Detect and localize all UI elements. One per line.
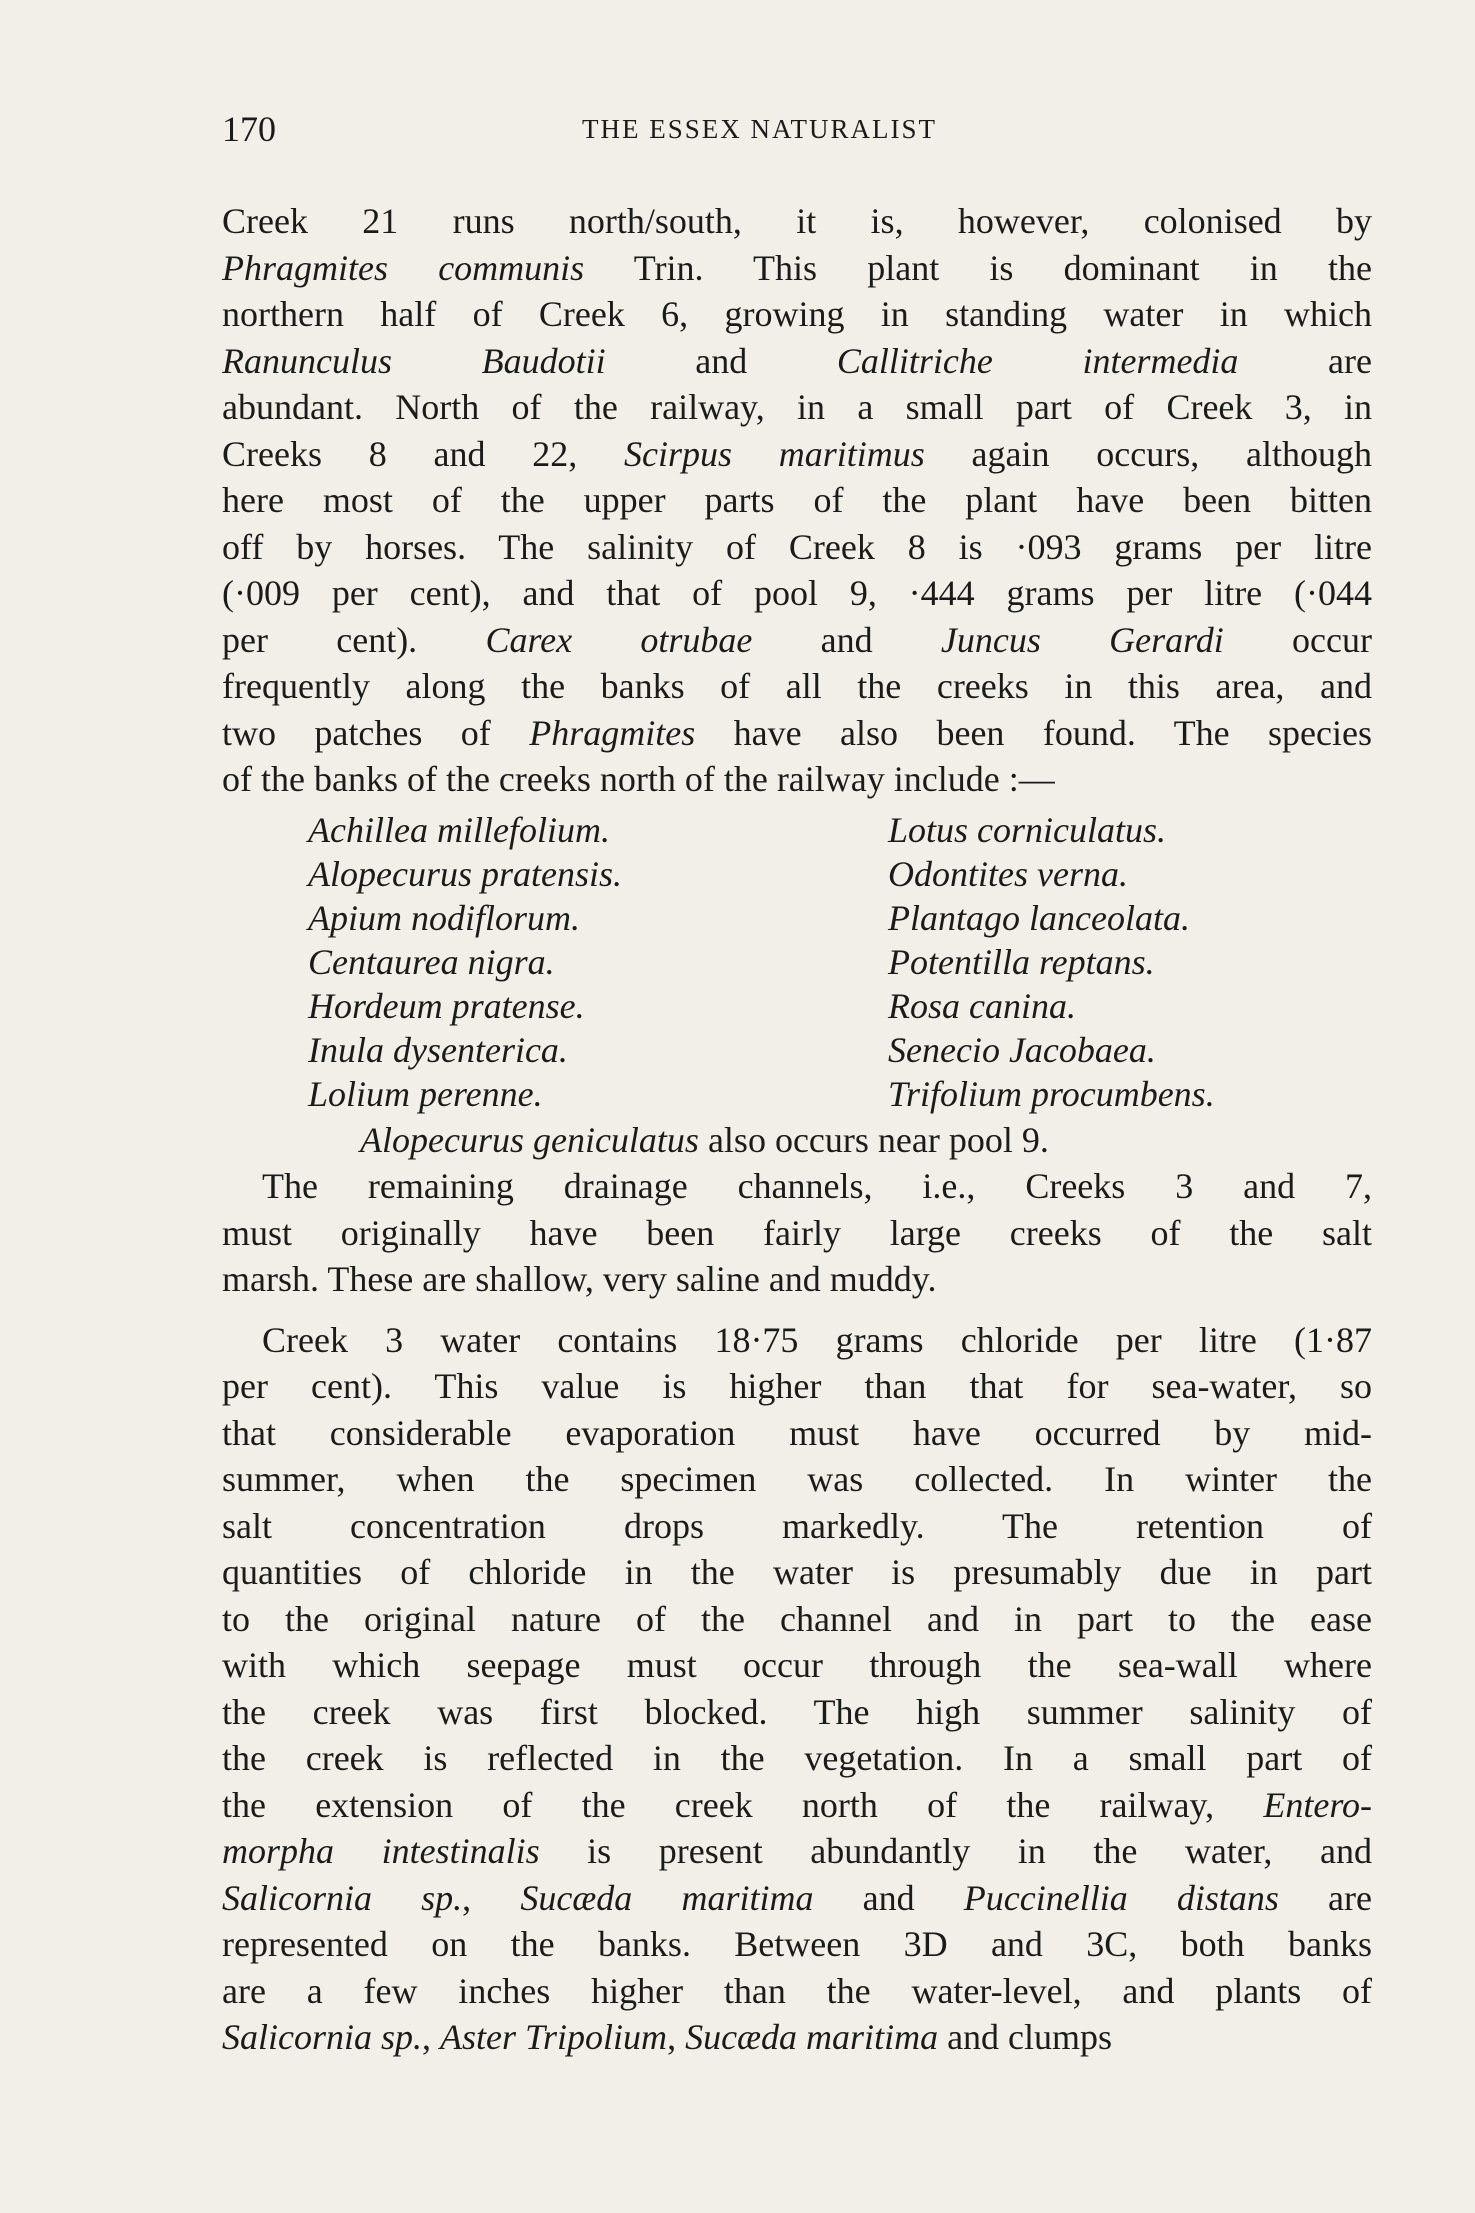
text-line — [222, 1828, 1372, 1875]
text-line — [222, 1782, 1372, 1829]
line-text: occur — [1223, 619, 1372, 660]
running-head — [222, 108, 1372, 148]
line-text: Creek 3 water contains 18·75 grams chloride per litre (1·87 — [262, 1319, 1372, 1360]
paragraph-gap — [222, 1303, 1372, 1317]
text-line — [222, 524, 1372, 571]
text-line — [222, 245, 1372, 292]
text-line — [222, 570, 1372, 617]
text-line — [222, 384, 1372, 431]
text-line — [222, 1410, 1372, 1457]
text-line — [222, 710, 1372, 757]
line-text: abundant. North of the railway, in a small part of Creek 3, in — [222, 387, 1372, 427]
text-line — [222, 617, 1372, 664]
line-text: , — [422, 2017, 441, 2057]
species-name: Aster Tripolium — [440, 2017, 668, 2057]
text-line — [222, 1735, 1372, 1782]
species-name: Phragmites — [529, 712, 696, 753]
line-text: of the banks of the creeks north of the railway include :— — [222, 759, 1055, 799]
line-text: are — [1238, 340, 1373, 381]
line-text: frequently along the banks of all the creeks in this area, and — [222, 666, 1372, 706]
line-text: Trin. This plant is dominant in the — [584, 247, 1372, 288]
line-text: Creeks 8 and 22, — [222, 433, 624, 474]
line-text: that considerable evaporation must have occurred by mid- — [222, 1412, 1372, 1453]
after-list-line — [222, 1117, 1372, 1164]
species-name: Callitriche intermedia — [836, 340, 1239, 381]
line-text: per cent). — [222, 619, 486, 660]
line-text: and — [813, 1877, 964, 1918]
species-name: Puccinellia distans — [963, 1877, 1279, 1918]
line-text: quantities of chloride in the water is presumably due in part — [222, 1552, 1372, 1592]
text-line — [222, 2014, 1372, 2061]
after-list-text: also occurs near pool 9. — [698, 1119, 1049, 1160]
species-name: Carex otrubae — [485, 619, 753, 660]
line-text: again occurs, although — [924, 433, 1372, 474]
text-line — [222, 1210, 1372, 1257]
species-item: Achillea millefolium. — [308, 809, 610, 850]
line-text: and clumps — [938, 2017, 1113, 2057]
text-line — [222, 338, 1372, 385]
species-item: Inula dysenterica. — [308, 1029, 568, 1070]
line-text: must originally have been fairly large creeks of the salt — [222, 1212, 1372, 1253]
species-list — [222, 807, 1372, 1115]
line-text: , — [462, 1877, 521, 1918]
line-text: northern half of Creek 6, growing in standing water in which — [222, 294, 1372, 334]
species-column-left — [308, 807, 888, 1115]
journal-title: THE ESSEX NATURALIST — [582, 114, 937, 144]
species-item: Plantago lanceolata. — [888, 897, 1190, 938]
species-column-right — [888, 807, 1448, 1115]
line-text: , — [667, 2017, 686, 2057]
species-item: Rosa canina. — [888, 985, 1076, 1026]
text-line — [222, 1875, 1372, 1922]
text-line — [222, 1163, 1372, 1210]
line-text: Creek 21 runs north/south, it is, however, colonised by — [222, 201, 1372, 241]
line-text: is present abundantly in the water, and — [539, 1831, 1372, 1871]
line-text: salt concentration drops markedly. The retention of — [222, 1505, 1372, 1546]
body-text — [222, 198, 1372, 2061]
species-item: Apium nodiflorum. — [308, 897, 581, 938]
line-text: the extension of the creek north of the railway, — [222, 1784, 1264, 1825]
species-name: Phragmites communis — [222, 247, 585, 288]
text-line — [222, 1596, 1372, 1643]
species-name: Alopecurus geniculatus — [360, 1119, 699, 1160]
text-line — [222, 663, 1372, 710]
line-text: summer, when the specimen was collected. In winter the — [222, 1459, 1372, 1499]
species-item: Alopecurus pratensis. — [308, 853, 622, 894]
text-line — [222, 1549, 1372, 1596]
species-name: Sucæda maritima — [520, 1877, 814, 1918]
line-text: have also been found. The species — [695, 712, 1372, 753]
species-item: Trifolium procumbens. — [888, 1073, 1215, 1114]
species-name: Ranunculus Baudotii — [222, 340, 606, 381]
line-text: to the original nature of the channel and in part to the ease — [222, 1598, 1372, 1639]
species-name: Sucæda maritima — [685, 2017, 939, 2057]
text-line — [222, 1642, 1372, 1689]
species-item: Lotus corniculatus. — [888, 809, 1167, 850]
species-name: Juncus Gerardi — [940, 619, 1224, 660]
text-line — [222, 198, 1372, 245]
line-text: are — [1278, 1877, 1372, 1918]
text-line — [222, 291, 1372, 338]
line-text: and — [752, 619, 941, 660]
line-text: and — [605, 340, 837, 381]
paragraph-creek-3 — [222, 1317, 1372, 2061]
line-text: the creek is reflected in the vegetation. In a small part of — [222, 1738, 1372, 1778]
text-line — [222, 431, 1372, 478]
species-name: Entero- — [1263, 1784, 1372, 1825]
page-number: 170 — [222, 109, 276, 149]
text-line — [222, 1256, 1372, 1303]
species-name: Scirpus maritimus — [624, 433, 925, 474]
species-item: Lolium perenne. — [308, 1073, 543, 1114]
species-item: Hordeum pratense. — [308, 985, 585, 1026]
paragraph-creek-21 — [222, 198, 1372, 803]
species-name: morpha intestinalis — [222, 1831, 540, 1871]
species-item: Centaurea nigra. — [308, 941, 555, 982]
species-name: Salicornia sp. — [222, 1877, 463, 1918]
text-line — [222, 1363, 1372, 1410]
line-text: here most of the upper parts of the plant have been bitten — [222, 480, 1372, 520]
line-text: the creek was first blocked. The high summer salinity of — [222, 1691, 1372, 1732]
line-text: (·009 per cent), and that of pool 9, ·444 grams per litre (·044 — [222, 573, 1372, 613]
text-line — [222, 477, 1372, 524]
species-item: Senecio Jacobaea. — [888, 1029, 1156, 1070]
text-line — [222, 1317, 1372, 1364]
text-line — [222, 1968, 1372, 2015]
line-text: marsh. These are shallow, very saline and muddy. — [222, 1259, 937, 1299]
line-text: with which seepage must occur through the sea-wall where — [222, 1645, 1372, 1685]
text-line — [222, 1456, 1372, 1503]
species-name: Salicornia sp. — [222, 2017, 423, 2057]
paragraph-drainage-channels — [222, 1163, 1372, 1303]
text-line — [222, 1689, 1372, 1736]
line-text: off by horses. The salinity of Creek 8 is ·093 grams per litre — [222, 526, 1372, 567]
line-text: are a few inches higher than the water-level, and plants of — [222, 1970, 1372, 2011]
text-line — [222, 756, 1372, 803]
text-line — [222, 1921, 1372, 1968]
text-line — [222, 1503, 1372, 1550]
line-text: represented on the banks. Between 3D and 3C, both banks — [222, 1924, 1372, 1964]
line-text: per cent). This value is higher than that for sea-water, so — [222, 1366, 1372, 1406]
species-item: Odontites verna. — [888, 853, 1128, 894]
species-item: Potentilla reptans. — [888, 941, 1155, 982]
line-text: two patches of — [222, 712, 530, 753]
line-text: The remaining drainage channels, i.e., Creeks 3 and 7, — [262, 1166, 1372, 1206]
